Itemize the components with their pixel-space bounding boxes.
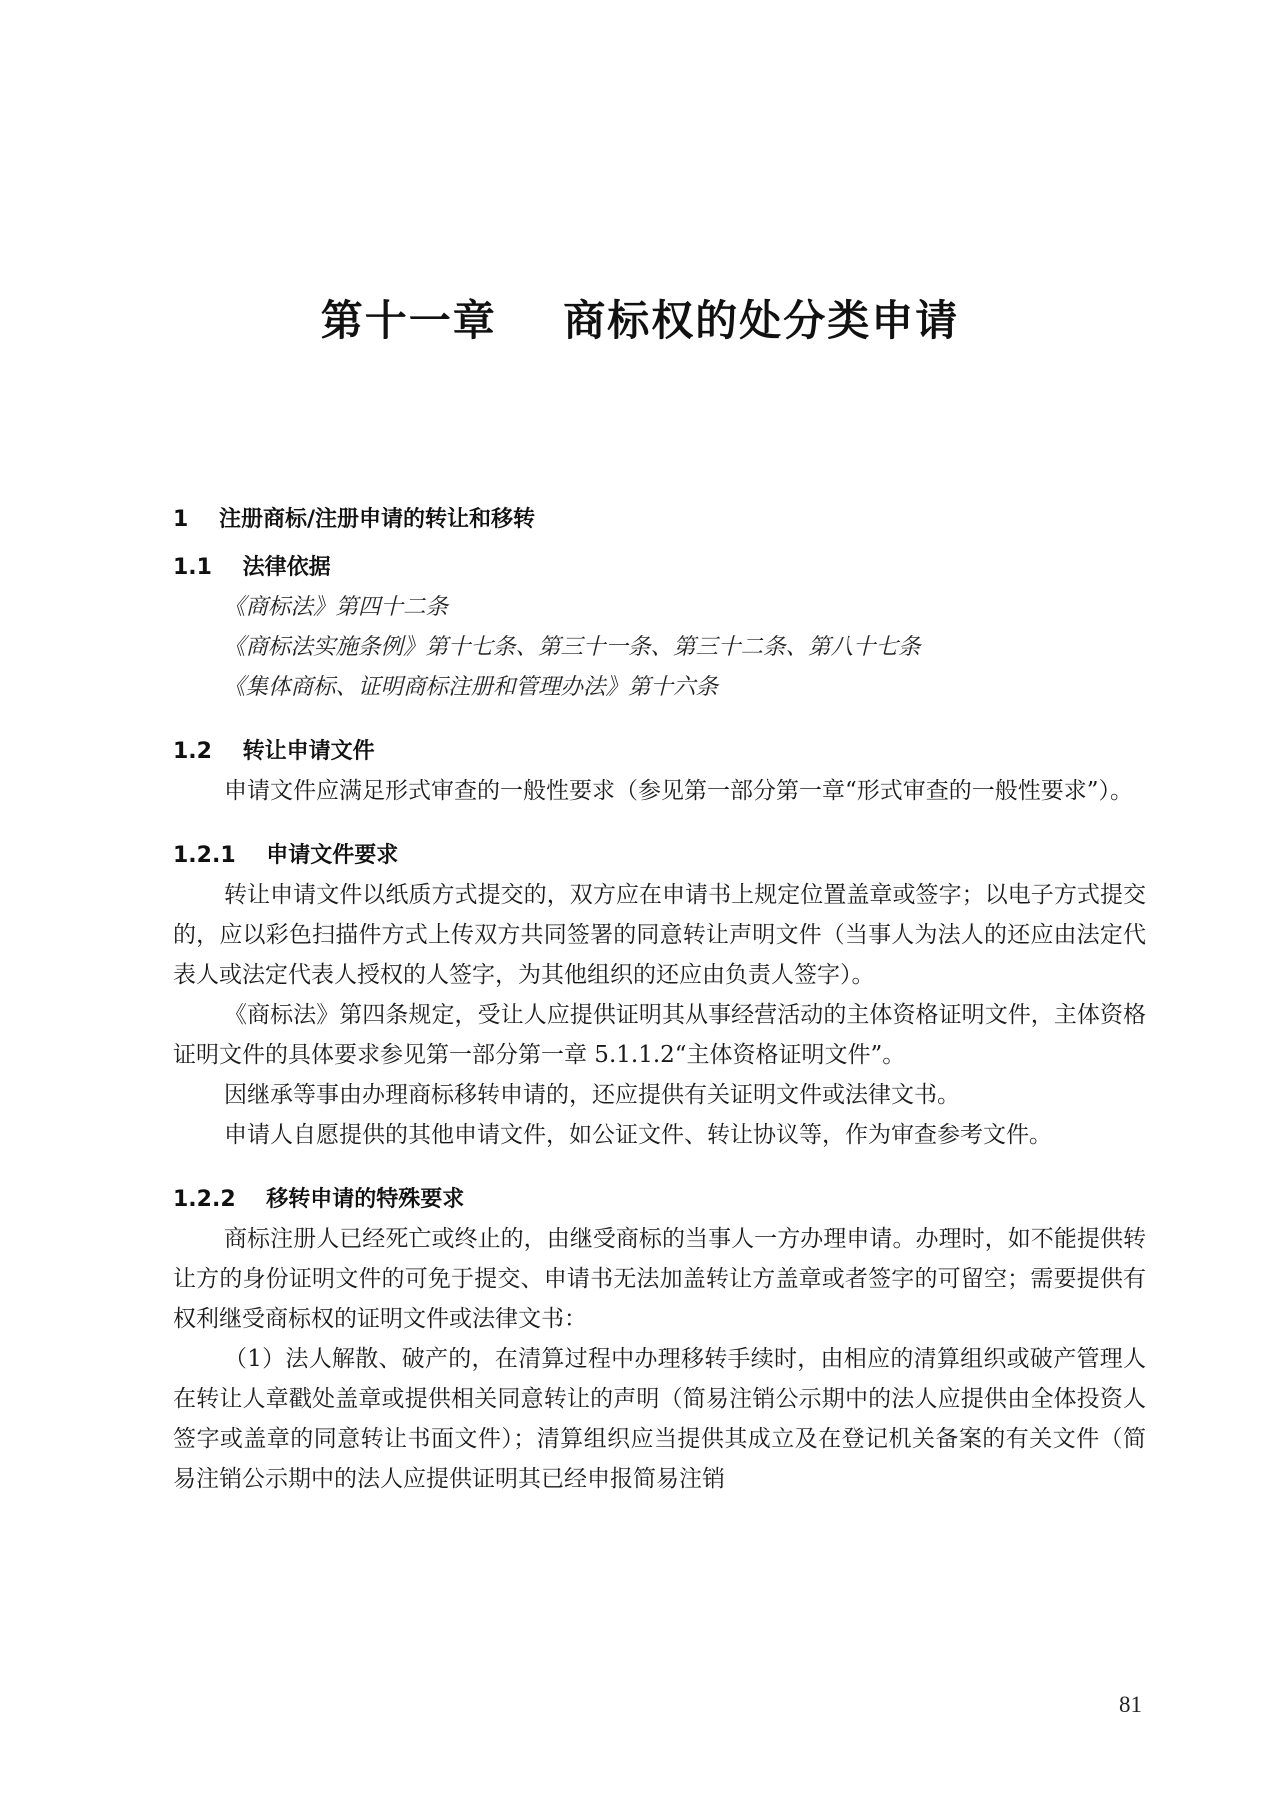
paragraph: （1）法人解散、破产的，在清算过程中办理移转手续时，由相应的清算组织或破产管理人在转让人章戳处盖章或提供相关同意转让的声明（简易注销公示期中的法人应提供由全体投资人签字或盖章的同意转让书面文件）；清算组织应当提供其成立及在登记机关备案的有关文件（简易注销公示期中的法人应提供证明其已经申报简易注销 [173,1346,1146,1492]
paragraph: 因继承等事由办理商标移转申请的，还应提供有关证明文件或法律文书。 [224,1082,960,1108]
paragraph: 申请人自愿提供的其他申请文件，如公证文件、转让协议等，作为审查参考文件。 [224,1122,1052,1148]
legal-basis-item: 《商标法》第四十二条 [223,594,449,620]
paragraph: 转让申请文件以纸质方式提交的，双方应在申请书上规定位置盖章或签字；以电子方式提交的，应以彩色扫描件方式上传双方共同签署的同意转让声明文件（当事人为法人的还应由法定代表人或法定代表人授权的人签字，为其他组织的还应由负责人签字）。 [173,882,1146,988]
page-number: 81 [1119,1692,1142,1717]
section-heading-1-2-1: 1.2.1 申请文件要求 [173,843,399,868]
section-heading-1: 1 注册商标/注册申请的转让和移转 [173,507,535,532]
legal-basis-item: 《商标法实施条例》第十七条、第三十一条、第三十二条、第八十七条 [223,634,921,660]
page-content [173,505,1146,1499]
paragraph: 申请文件应满足形式审查的一般性要求（参见第一部分第一章“形式审查的一般性要求”）。 [224,778,1134,804]
paragraph: 《商标法》第四条规定，受让人应提供证明其从事经营活动的主体资格证明文件，主体资格证明文件的具体要求参见第一部分第一章 5.1.1.2“主体资格证明文件”。 [173,1002,1146,1068]
chapter-title: 第十一章 商标权的处分类申请 [320,296,960,345]
section-heading-1-1: 1.1 法律依据 [173,555,331,580]
legal-basis-list [173,587,1146,707]
section-heading-1-2: 1.2 转让申请文件 [173,739,375,764]
paragraph: 商标注册人已经死亡或终止的，由继受商标的当事人一方办理申请。办理时，如不能提供转让方的身份证明文件的可免于提交、申请书无法加盖转让方盖章或者签字的可留空；需要提供有权利继受商标权的证明文件或法律文书： [173,1226,1146,1332]
section-heading-1-2-2: 1.2.2 移转申请的特殊要求 [173,1187,465,1212]
legal-basis-item: 《集体商标、证明商标注册和管理办法》第十六条 [223,674,719,700]
